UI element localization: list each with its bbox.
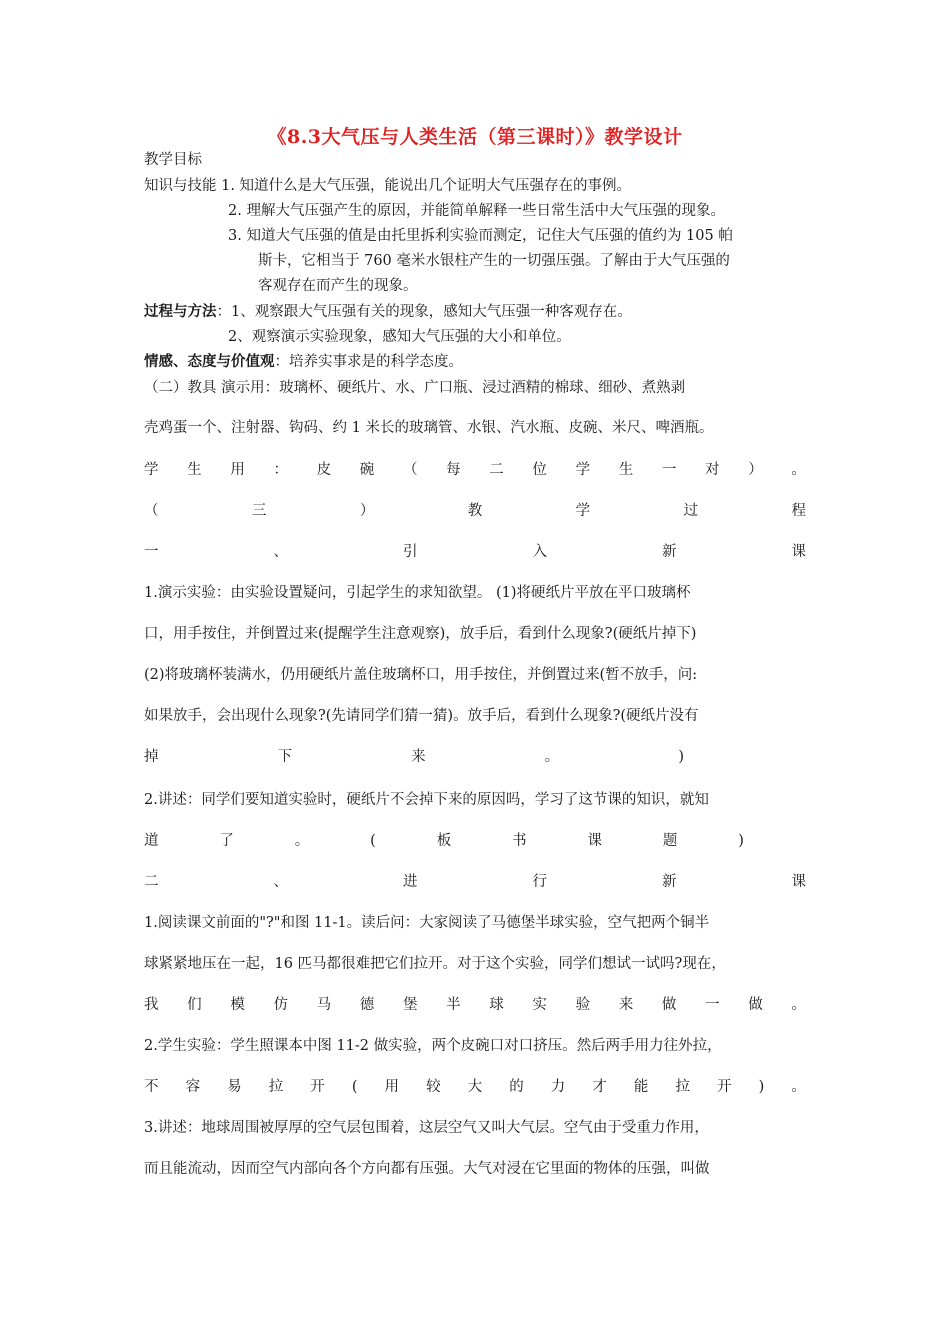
section-new-heading <box>144 872 806 892</box>
spread-char: 拉 <box>675 1079 690 1095</box>
spread-char: 、 <box>273 544 288 560</box>
spread-char: 用 <box>230 462 245 478</box>
spread-char: 来 <box>411 749 426 765</box>
spread-char: 一 <box>144 544 159 560</box>
document-title: 《8.3大气压与人类生活（第三课时）》教学设计 <box>267 126 683 148</box>
spread-char: 们 <box>187 997 202 1013</box>
knowledge-item-1 <box>144 176 631 196</box>
spread-char: 做 <box>661 997 677 1013</box>
spread-char: 入 <box>532 544 547 560</box>
spread-char: 。 <box>544 749 560 765</box>
reading-line-2: 球紧紧地压在一起，16 匹马都很难把它们拉开。对于这个实验，同学们想试一试吗?现在， <box>144 956 726 972</box>
spread-char: 较 <box>426 1079 441 1095</box>
spread-char: 半 <box>446 997 461 1013</box>
reading-line-1: 1.阅读课文前面的"?"和图 11-1。读后问：大家阅读了马德堡半球实验，空气把两个铜半 <box>144 915 710 931</box>
process-label: 过程与方法 <box>144 303 217 320</box>
spread-char: 下 <box>277 749 293 765</box>
knowledge-item-3b: 斯卡，它相当于 760 毫米水银柱产生的一切强压强。了解由于大气压强的 <box>258 253 730 269</box>
spread-char: 模 <box>230 997 245 1013</box>
knowledge-item-3a: 3. 知道大气压强的值是由托里拆利实验而测定，记住大气压强的值约为 105 帕 <box>228 228 733 244</box>
spread-char: 书 <box>512 833 527 849</box>
emotion-text: ：培养实事求是的科学态度。 <box>274 354 463 370</box>
spread-char: ： <box>273 462 288 478</box>
talk2-line-1: 3.讲述：地球周围被厚厚的空气层包围着，这层空气又叫大气层。空气由于受重力作用， <box>144 1120 709 1136</box>
spread-char: ） <box>748 462 763 478</box>
spread-char: 皮 <box>316 462 332 478</box>
spread-char: 能 <box>633 1079 649 1095</box>
spread-char: 。 <box>294 833 310 849</box>
spread-char: 。 <box>791 997 806 1013</box>
spread-char: 程 <box>791 503 806 519</box>
process-item-1-text: ：1、观察跟大气压强有关的现象，感知大气压强一种客观存在。 <box>216 304 632 320</box>
spread-char: 生 <box>618 462 634 478</box>
spread-char: 题 <box>662 833 678 849</box>
spread-char: 板 <box>436 833 452 849</box>
spread-char: 拉 <box>268 1079 284 1095</box>
spread-char: 每 <box>446 462 461 478</box>
spread-char: 一 <box>705 997 720 1013</box>
goals-heading: 教学目标 <box>144 152 202 168</box>
process-item-1 <box>144 302 632 322</box>
emotion-line <box>144 352 463 372</box>
spread-char: 我 <box>144 997 159 1013</box>
spread-char: 不 <box>144 1079 159 1095</box>
spread-char: 实 <box>532 997 547 1013</box>
spread-char: 德 <box>359 997 375 1013</box>
spread-char: ( <box>370 833 376 849</box>
spread-char: （ <box>402 462 418 478</box>
spread-char: 进 <box>403 874 418 890</box>
spread-char: 仿 <box>273 997 288 1013</box>
spread-char: 力 <box>550 1079 566 1095</box>
spread-char: 二 <box>144 874 159 890</box>
spread-char: 引 <box>403 544 418 560</box>
spread-char: 开 <box>717 1079 732 1095</box>
section-three-heading <box>144 501 806 521</box>
spread-char: 堡 <box>402 997 418 1013</box>
experiment-line-5 <box>144 747 684 767</box>
spread-char: 球 <box>489 997 504 1013</box>
spread-char: 才 <box>592 1079 607 1095</box>
spread-char: 容 <box>185 1079 201 1095</box>
emotion-label: 情感、态度与价值观 <box>144 353 275 370</box>
spread-char: （ <box>144 503 159 519</box>
spread-char: 马 <box>316 997 332 1013</box>
spread-char: 学 <box>575 462 591 478</box>
spread-char: 、 <box>273 874 288 890</box>
spread-char: 易 <box>227 1079 242 1095</box>
spread-char: 用 <box>384 1079 400 1095</box>
tools-line-2: 壳鸡蛋一个、注射器、钩码、约 1 米长的玻璃管、水银、汽水瓶、皮碗、米尺、啤酒瓶。 <box>144 420 714 436</box>
spread-char: 验 <box>575 997 591 1013</box>
spread-char: 课 <box>587 833 603 849</box>
knowledge-item-2: 2. 理解大气压强产生的原因，并能简单解释一些日常生活中大气压强的现象。 <box>228 203 725 219</box>
spread-char: 过 <box>683 503 699 519</box>
spread-char: 大 <box>467 1079 483 1095</box>
spread-char: 对 <box>705 462 720 478</box>
spread-char: 三 <box>251 503 267 519</box>
knowledge-label: 知识与技能 <box>144 178 217 194</box>
spread-char: 新 <box>662 544 677 560</box>
spread-char: 来 <box>618 997 634 1013</box>
student-exp-line-2 <box>144 1077 806 1097</box>
spread-char: 道 <box>144 833 159 849</box>
spread-char: 的 <box>509 1079 524 1095</box>
reading-line-3 <box>144 995 806 1015</box>
spread-char: 行 <box>532 874 547 890</box>
spread-char: 新 <box>662 874 677 890</box>
spread-char: 二 <box>489 462 504 478</box>
spread-char: 生 <box>187 462 202 478</box>
spread-char: 了 <box>219 833 234 849</box>
spread-char: ） <box>359 503 375 519</box>
spread-char: 一 <box>661 462 677 478</box>
spread-char: 做 <box>748 997 763 1013</box>
spread-char: 开 <box>310 1079 325 1095</box>
spread-char: ) <box>758 1079 765 1095</box>
knowledge-item-3c: 客观存在而产生的现象。 <box>258 278 418 294</box>
knowledge-item-1-text: 1. 知道什么是大气压强，能说出几个证明大气压强存在的事例。 <box>221 178 632 194</box>
experiment-line-3: (2)将玻璃杯装满水，仍用硬纸片盖住玻璃杯口，用手按住，并倒置过来(暂不放手，问: <box>144 667 698 683</box>
spread-char: ) <box>678 749 684 765</box>
spread-char: 。 <box>791 1079 806 1095</box>
spread-char: 学 <box>575 503 591 519</box>
student-exp-line-1: 2.学生实验：学生照课本中图 11-2 做实验，两个皮碗口对口挤压。然后两手用力往外拉， <box>144 1038 722 1054</box>
section-intro-heading <box>144 542 806 562</box>
tools-line-1: （二）教具 演示用：玻璃杯、硬纸片、水、广口瓶、浸过酒精的棉球、细砂、煮熟剥 <box>144 380 686 396</box>
spread-char: 碗 <box>359 462 375 478</box>
spread-char: 课 <box>791 874 806 890</box>
spread-char: 掉 <box>144 749 159 765</box>
experiment-line-4: 如果放手，会出现什么现象?(先请同学们猜一猜)。放手后，看到什么现象?(硬纸片没有 <box>144 708 699 724</box>
talk-line-2 <box>144 831 744 851</box>
talk2-line-2: 而且能流动，因而空气内部向各个方向都有压强。大气对浸在它里面的物体的压强，叫做 <box>144 1161 710 1177</box>
spread-char: 位 <box>532 462 547 478</box>
experiment-line-1: 1.演示实验：由实验设置疑问，引起学生的求知欲望。 (1)将硬纸片平放在平口玻璃杯 <box>144 585 691 601</box>
spread-char: 教 <box>467 503 483 519</box>
student-use-line <box>144 460 806 480</box>
talk-line-1: 2.讲述：同学们要知道实验时，硬纸片不会掉下来的原因吗，学习了这节课的知识，就知 <box>144 792 709 808</box>
spread-char: 学 <box>144 462 159 478</box>
process-item-2: 2、观察演示实验现象，感知大气压强的大小和单位。 <box>228 329 571 345</box>
spread-char: 。 <box>791 462 806 478</box>
spread-char: 课 <box>791 544 806 560</box>
spread-char: ) <box>738 833 744 849</box>
spread-char: ( <box>351 1079 358 1095</box>
experiment-line-2: 口，用手按住，并倒置过来(提醒学生注意观察)，放手后，看到什么现象?(硬纸片掉下) <box>144 626 697 642</box>
